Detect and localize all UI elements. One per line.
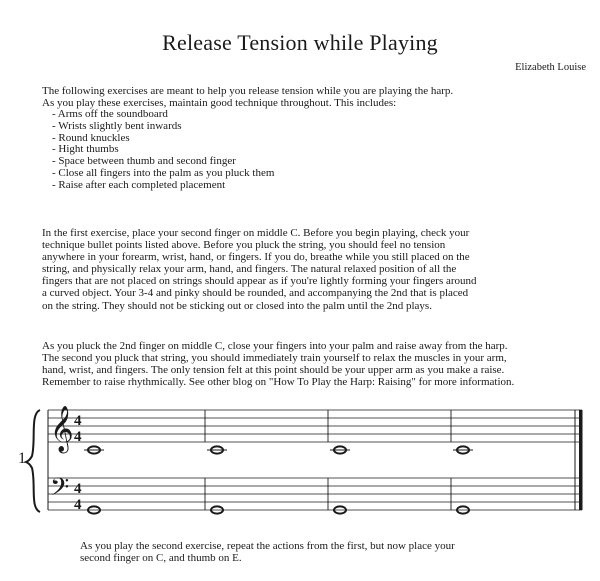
intro-line: As you play these exercises, maintain good technique throughout. This includes: bbox=[42, 97, 397, 110]
grand-staff bbox=[0, 400, 600, 520]
paragraph-line: Remember to raise rhythmically. See other blog on "How To Play the Harp: Raising" for more information. bbox=[42, 376, 515, 389]
whole-note bbox=[453, 446, 473, 453]
barlines bbox=[205, 410, 451, 510]
exercise-one-paragraph bbox=[42, 227, 592, 312]
pluck-paragraph bbox=[42, 340, 592, 388]
author-name: Elizabeth Louise bbox=[515, 62, 586, 73]
list-item: - Hight thumbs bbox=[52, 143, 119, 156]
bass-clef-icon: 𝄢 bbox=[50, 473, 70, 508]
list-item: - Close all fingers into the palm as you pluck them bbox=[52, 166, 275, 179]
technique-list bbox=[52, 109, 274, 192]
bass-staff bbox=[48, 478, 582, 510]
svg-text:4: 4 bbox=[74, 481, 82, 497]
system-number: 1 bbox=[18, 450, 26, 467]
list-item: - Space between thumb and second finger bbox=[52, 155, 236, 168]
paragraph-line: As you pluck the 2nd finger on middle C, close your fingers into your palm and raise away from the harp. bbox=[42, 340, 508, 352]
music-score bbox=[0, 400, 600, 520]
paragraph-line: string, and physically relax your arm, hand, and fingers. The natural relaxed position of all the bbox=[42, 263, 457, 276]
paragraph-line: second finger on C, and thumb on E. bbox=[80, 552, 242, 565]
svg-text:4: 4 bbox=[74, 413, 82, 429]
paragraph-line: hand, wrist, and fingers. The only tension felt at this point should be your upper arm as you make a raise. bbox=[42, 364, 505, 377]
paragraph-line: fingers that are not placed on strings should appear as if you're lightly forming your fingers around bbox=[42, 275, 477, 288]
treble-clef-icon: 𝄞 bbox=[50, 406, 74, 452]
paragraph-line: In the first exercise, place your second finger on middle C. Before you begin playing, check your bbox=[42, 227, 470, 239]
treble-notes bbox=[84, 446, 473, 453]
whole-note bbox=[330, 446, 350, 453]
whole-note bbox=[84, 446, 104, 453]
intro-line: The following exercises are meant to help you release tension while you are playing the harp. bbox=[42, 85, 454, 97]
list-item: - Arms off the soundboard bbox=[52, 108, 168, 120]
list-item: - Round knuckles bbox=[52, 131, 130, 144]
page-title: Release Tension while Playing bbox=[162, 30, 438, 55]
paragraph-line: The second you pluck that string, you should immediately train yourself to relax the muscles in your arm, bbox=[42, 352, 507, 365]
svg-text:4: 4 bbox=[74, 429, 82, 445]
paragraph-line: on the string. They should not be sticking out or closed into the palm until the 2nd plays. bbox=[42, 299, 432, 312]
brace-icon bbox=[26, 410, 40, 512]
exercise-two-paragraph bbox=[80, 540, 540, 564]
paragraph-line: a curved object. Your 3-4 and pinky should be rounded, and accompanying the 2nd that is placed bbox=[42, 287, 469, 300]
svg-text:4: 4 bbox=[74, 497, 82, 513]
list-item: - Wrists slightly bent inwards bbox=[52, 119, 182, 132]
paragraph-line: anywhere in your forearm, wrist, hand, or fingers. If you do, breathe while you still placed on the bbox=[42, 251, 470, 264]
list-item: - Raise after each completed placement bbox=[52, 178, 226, 191]
whole-note bbox=[207, 446, 227, 453]
paragraph-line: technique bullet points listed above. Before you pluck the string, you should feel no tension bbox=[42, 239, 446, 252]
treble-staff bbox=[48, 410, 582, 442]
time-signature bbox=[74, 413, 82, 513]
paragraph-line: As you play the second exercise, repeat the actions from the first, but now place your bbox=[80, 540, 455, 552]
intro-paragraph bbox=[42, 85, 592, 109]
